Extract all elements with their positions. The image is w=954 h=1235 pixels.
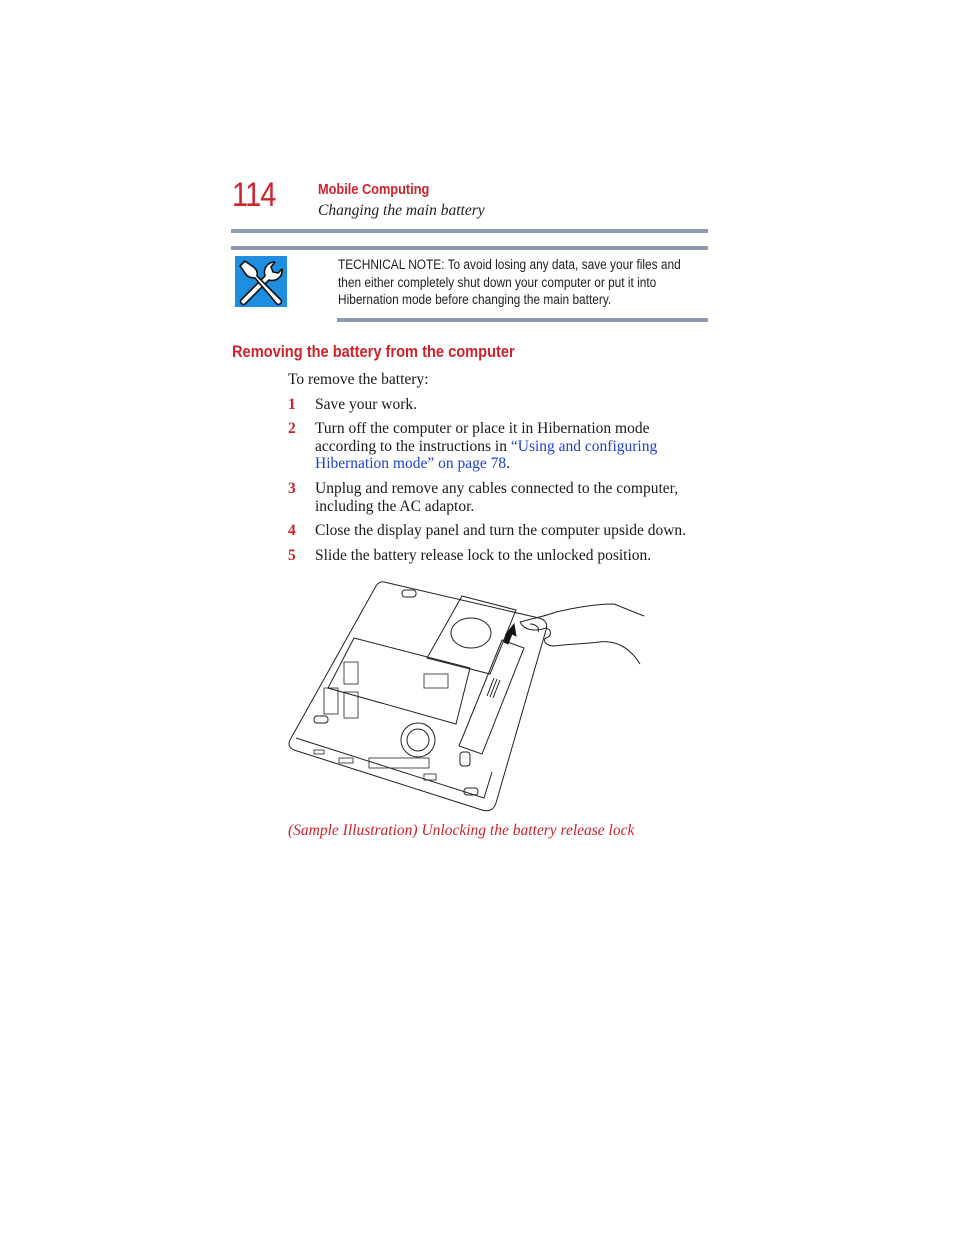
step-number: 5 <box>288 547 296 564</box>
step-number: 1 <box>288 396 296 413</box>
step-number: 2 <box>288 420 296 437</box>
step-number: 4 <box>288 522 296 539</box>
step-text: Slide the battery release lock to the unlocked position. <box>315 547 652 564</box>
page-number: 114 <box>232 176 276 214</box>
chapter-title: Mobile Computing <box>318 182 430 198</box>
step-text: Unplug and remove any cables connected to the computer, including the AC adaptor. <box>315 480 679 515</box>
step-text <box>315 420 705 473</box>
hibernation-link[interactable]: “Using and configuring Hibernation mode” on page 78 <box>315 437 658 472</box>
header-rule <box>231 229 708 233</box>
step-number: 3 <box>288 480 296 497</box>
note-top-rule <box>231 246 708 250</box>
step-text-part: . <box>506 455 510 472</box>
technical-note: TECHNICAL NOTE: To avoid losing any data, save your files and then either completely shut down your computer or put it into Hibernation mode before changing the main battery. <box>338 257 681 307</box>
section-subtitle: Changing the main battery <box>318 202 485 219</box>
step-text-part: Turn off the computer or place it in Hibernation mode according to the instructions in <box>315 420 650 455</box>
battery-lock-illustration <box>284 578 646 818</box>
note-bottom-rule <box>337 318 708 322</box>
step-text: Close the display panel and turn the computer upside down. <box>315 522 687 539</box>
step-text: Save your work. <box>315 396 418 413</box>
intro-text: To remove the battery: <box>288 371 429 388</box>
wrench-icon <box>235 256 287 307</box>
section-heading: Removing the battery from the computer <box>232 342 515 361</box>
figure-caption: (Sample Illustration) Unlocking the battery release lock <box>288 822 635 839</box>
